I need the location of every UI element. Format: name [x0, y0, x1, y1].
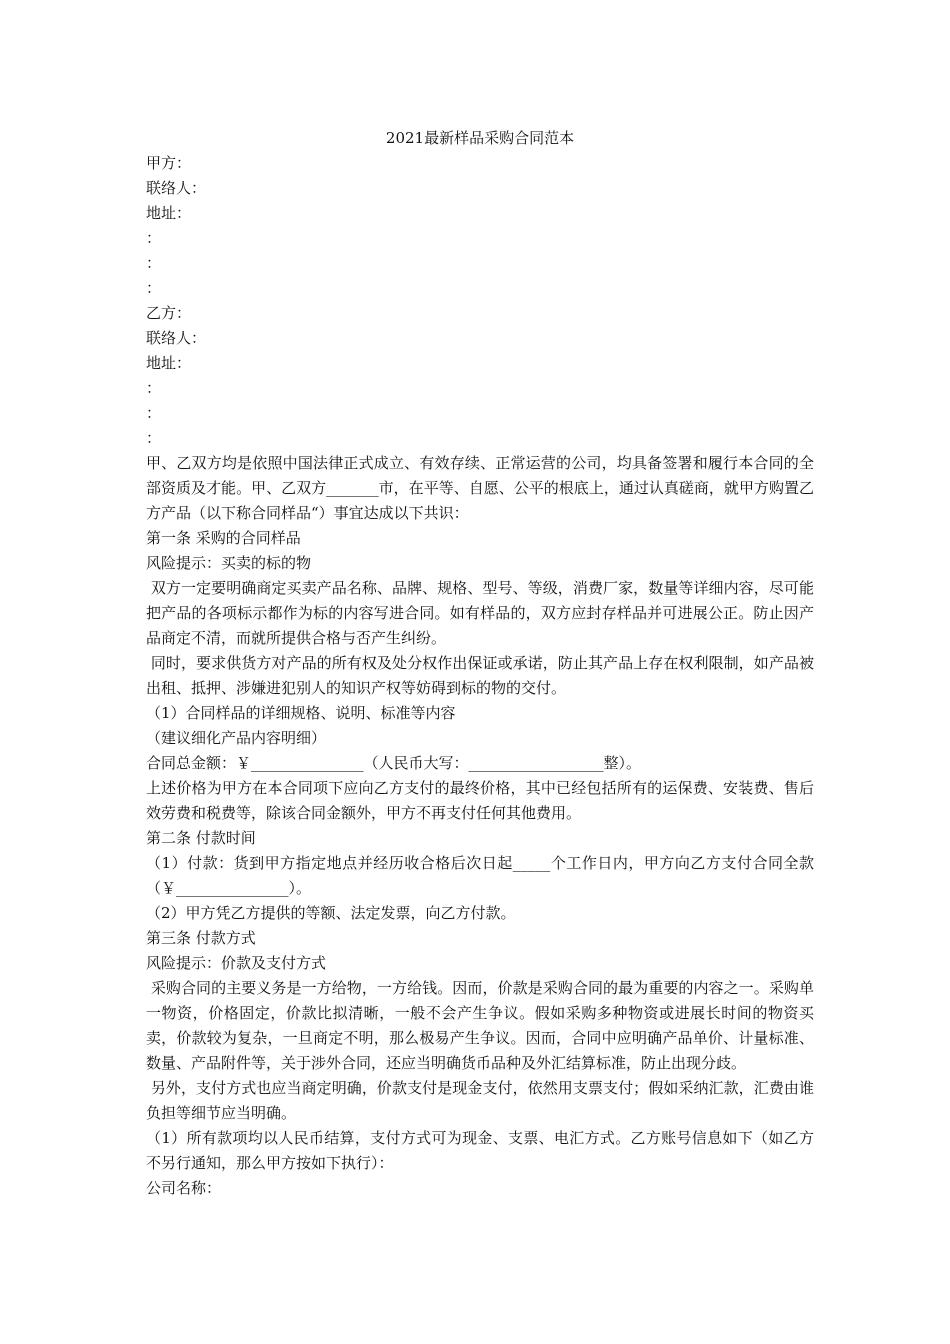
paragraph-line: 地址： [146, 204, 192, 222]
paragraph-line: ： [146, 404, 162, 422]
paragraph-line: ： [146, 254, 162, 272]
paragraph-line: 地址： [146, 354, 192, 372]
paragraph-line: 同时，要求供货方对产品的所有权及处分权作出保证或承诺，防止其产品上存在权利限制，如产品被出租、抵押、涉嫌进犯别人的知识产权等妨碍到标的物的交付。 [146, 654, 814, 697]
paragraph-line: （建议细化产品内容明细） [146, 729, 327, 747]
paragraph-line: 甲方： [146, 154, 192, 172]
paragraph-line: 乙方： [146, 304, 192, 322]
paragraph-line: 第三条 付款方式 [146, 929, 256, 947]
paragraph-line: 另外，支付方式也应当商定明确，价款支付是现金支付，依然用支票支付；假如采纳汇款，汇费由谁负担等细节应当明确。 [146, 1079, 814, 1122]
paragraph-line: 合同总金额：￥_______________（人民币大写：__________________整）。 [146, 754, 642, 772]
paragraph-line: ： [146, 429, 162, 447]
paragraph-line: 联络人： [146, 179, 207, 197]
paragraph-line: 甲、乙双方均是依照中国法律正式成立、有效存续、正常运营的公司，均具备签署和履行本合同的全部资质及才能。甲、乙双方_______市，在平等、自愿、公平的根底上，通过认真磋商，就甲方购置乙方产品（以下称合同样品“）事宜达成以下共识： [146, 454, 814, 522]
paragraph-line: 公司名称： [146, 1179, 222, 1197]
paragraph-line: 风险提示：价款及支付方式 [146, 954, 327, 972]
paragraph-line: ： [146, 229, 162, 247]
paragraph-line: ： [146, 279, 162, 297]
paragraph-line: （1）所有款项均以人民币结算，支付方式可为现金、支票、电汇方式。乙方账号信息如下（如乙方不另行通知，那么甲方按如下执行）： [146, 1129, 814, 1172]
paragraph-line: 联络人： [146, 329, 207, 347]
document-page [146, 126, 814, 1201]
paragraph-line: ： [146, 379, 162, 397]
paragraph-line: 第一条 采购的合同样品 [146, 529, 301, 547]
paragraph-line: 双方一定要明确商定买卖产品名称、品牌、规格、型号、等级，消费厂家，数量等详细内容，尽可能把产品的各项标示都作为标的内容写进合同。如有样品的，双方应封存样品并可进展公正。防止因产品商定不清，而就所提供合格与否产生纠纷。 [146, 579, 814, 647]
paragraph-line: （1）合同样品的详细规格、说明、标准等内容 [146, 704, 456, 722]
paragraph-line: （2）甲方凭乙方提供的等额、法定发票，向乙方付款。 [146, 904, 516, 922]
paragraph-line: 上述价格为甲方在本合同项下应向乙方支付的最终价格，其中已经包括所有的运保费、安装费、售后效劳费和税费等，除该合同金额外，甲方不再支付任何其他费用。 [146, 779, 814, 822]
document-title: 2021最新样品采购合同范本 [385, 129, 575, 147]
paragraph-line: 第二条 付款时间 [146, 829, 256, 847]
document-body [146, 151, 814, 1201]
paragraph-line: （1）付款：货到甲方指定地点并经历收合格后次日起_____个工作日内，甲方向乙方支付合同全款（￥_______________）。 [146, 854, 814, 897]
paragraph-line: 采购合同的主要义务是一方给物，一方给钱。因而，价款是采购合同的最为重要的内容之一。采购单一物资，价格固定，价款比拟清晰，一般不会产生争议。假如采购多种物资或进展长时间的物资买卖，价款较为复杂，一旦商定不明，那么极易产生争议。因而，合同中应明确产品单价、计量标准、数量、产品附件等，关于涉外合同，还应当明确货币品种及外汇结算标准，防止出现分歧。 [146, 979, 814, 1072]
paragraph-line: 风险提示：买卖的标的物 [146, 554, 312, 572]
